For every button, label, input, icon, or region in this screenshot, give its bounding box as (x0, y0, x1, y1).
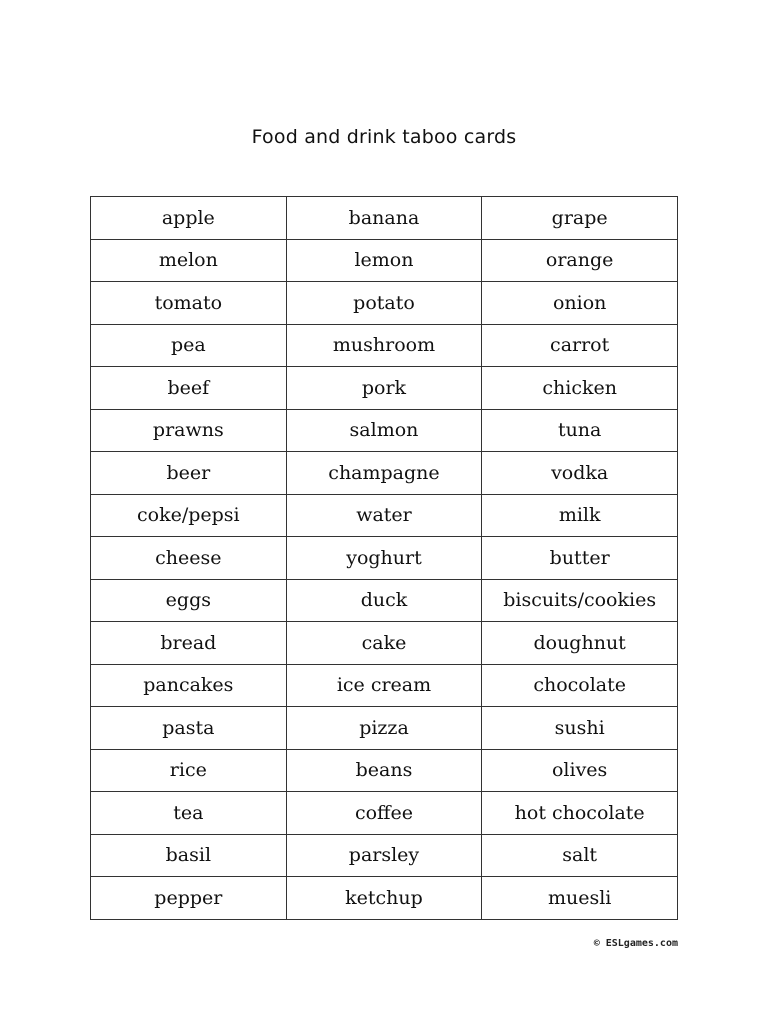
table-row (91, 877, 678, 920)
card-word-cell: beef (91, 367, 287, 410)
card-word-cell: biscuits/cookies (482, 579, 678, 622)
card-word-cell: hot chocolate (482, 792, 678, 835)
table-row (91, 239, 678, 282)
card-word-cell: grape (482, 197, 678, 240)
card-word-cell: parsley (286, 834, 482, 877)
card-word-cell: doughnut (482, 622, 678, 665)
card-word-cell: tuna (482, 409, 678, 452)
card-word-cell: muesli (482, 877, 678, 920)
card-word-cell: chocolate (482, 664, 678, 707)
page-title: Food and drink taboo cards (251, 126, 517, 148)
card-word-cell: cheese (91, 537, 287, 580)
table-row (91, 749, 678, 792)
card-word-cell: rice (91, 749, 287, 792)
card-word-cell: tea (91, 792, 287, 835)
card-word-cell: water (286, 494, 482, 537)
card-word-cell: onion (482, 282, 678, 325)
taboo-cards-table (90, 196, 678, 920)
card-word-cell: pea (91, 324, 287, 367)
card-word-cell: ketchup (286, 877, 482, 920)
table-row (91, 367, 678, 410)
card-word-cell: beans (286, 749, 482, 792)
card-word-cell: lemon (286, 239, 482, 282)
card-word-cell: vodka (482, 452, 678, 495)
table-row (91, 622, 678, 665)
card-word-cell: beer (91, 452, 287, 495)
card-word-cell: salmon (286, 409, 482, 452)
table-row (91, 707, 678, 750)
card-word-cell: chicken (482, 367, 678, 410)
card-word-cell: pizza (286, 707, 482, 750)
card-word-cell: orange (482, 239, 678, 282)
table-row (91, 324, 678, 367)
card-word-cell: apple (91, 197, 287, 240)
card-word-cell: ice cream (286, 664, 482, 707)
card-word-cell: pancakes (91, 664, 287, 707)
table-row (91, 452, 678, 495)
card-word-cell: melon (91, 239, 287, 282)
card-word-cell: yoghurt (286, 537, 482, 580)
card-word-cell: pepper (91, 877, 287, 920)
card-word-cell: milk (482, 494, 678, 537)
card-word-cell: eggs (91, 579, 287, 622)
table-row (91, 579, 678, 622)
table-row (91, 282, 678, 325)
card-word-cell: bread (91, 622, 287, 665)
table-row (91, 494, 678, 537)
card-word-cell: potato (286, 282, 482, 325)
table-row (91, 664, 678, 707)
card-word-cell: coke/pepsi (91, 494, 287, 537)
card-word-cell: prawns (91, 409, 287, 452)
card-word-cell: mushroom (286, 324, 482, 367)
copyright-notice: © ESLgames.com (593, 938, 678, 949)
card-word-cell: banana (286, 197, 482, 240)
card-word-cell: carrot (482, 324, 678, 367)
table-row (91, 834, 678, 877)
card-word-cell: sushi (482, 707, 678, 750)
card-word-cell: coffee (286, 792, 482, 835)
table-row (91, 537, 678, 580)
table-row (91, 409, 678, 452)
table-body (91, 197, 678, 920)
card-word-cell: pasta (91, 707, 287, 750)
card-word-cell: salt (482, 834, 678, 877)
card-word-cell: cake (286, 622, 482, 665)
card-word-cell: basil (91, 834, 287, 877)
card-word-cell: duck (286, 579, 482, 622)
card-word-cell: pork (286, 367, 482, 410)
card-word-cell: tomato (91, 282, 287, 325)
card-word-cell: olives (482, 749, 678, 792)
card-word-cell: champagne (286, 452, 482, 495)
table-row (91, 197, 678, 240)
table-row (91, 792, 678, 835)
card-word-cell: butter (482, 537, 678, 580)
